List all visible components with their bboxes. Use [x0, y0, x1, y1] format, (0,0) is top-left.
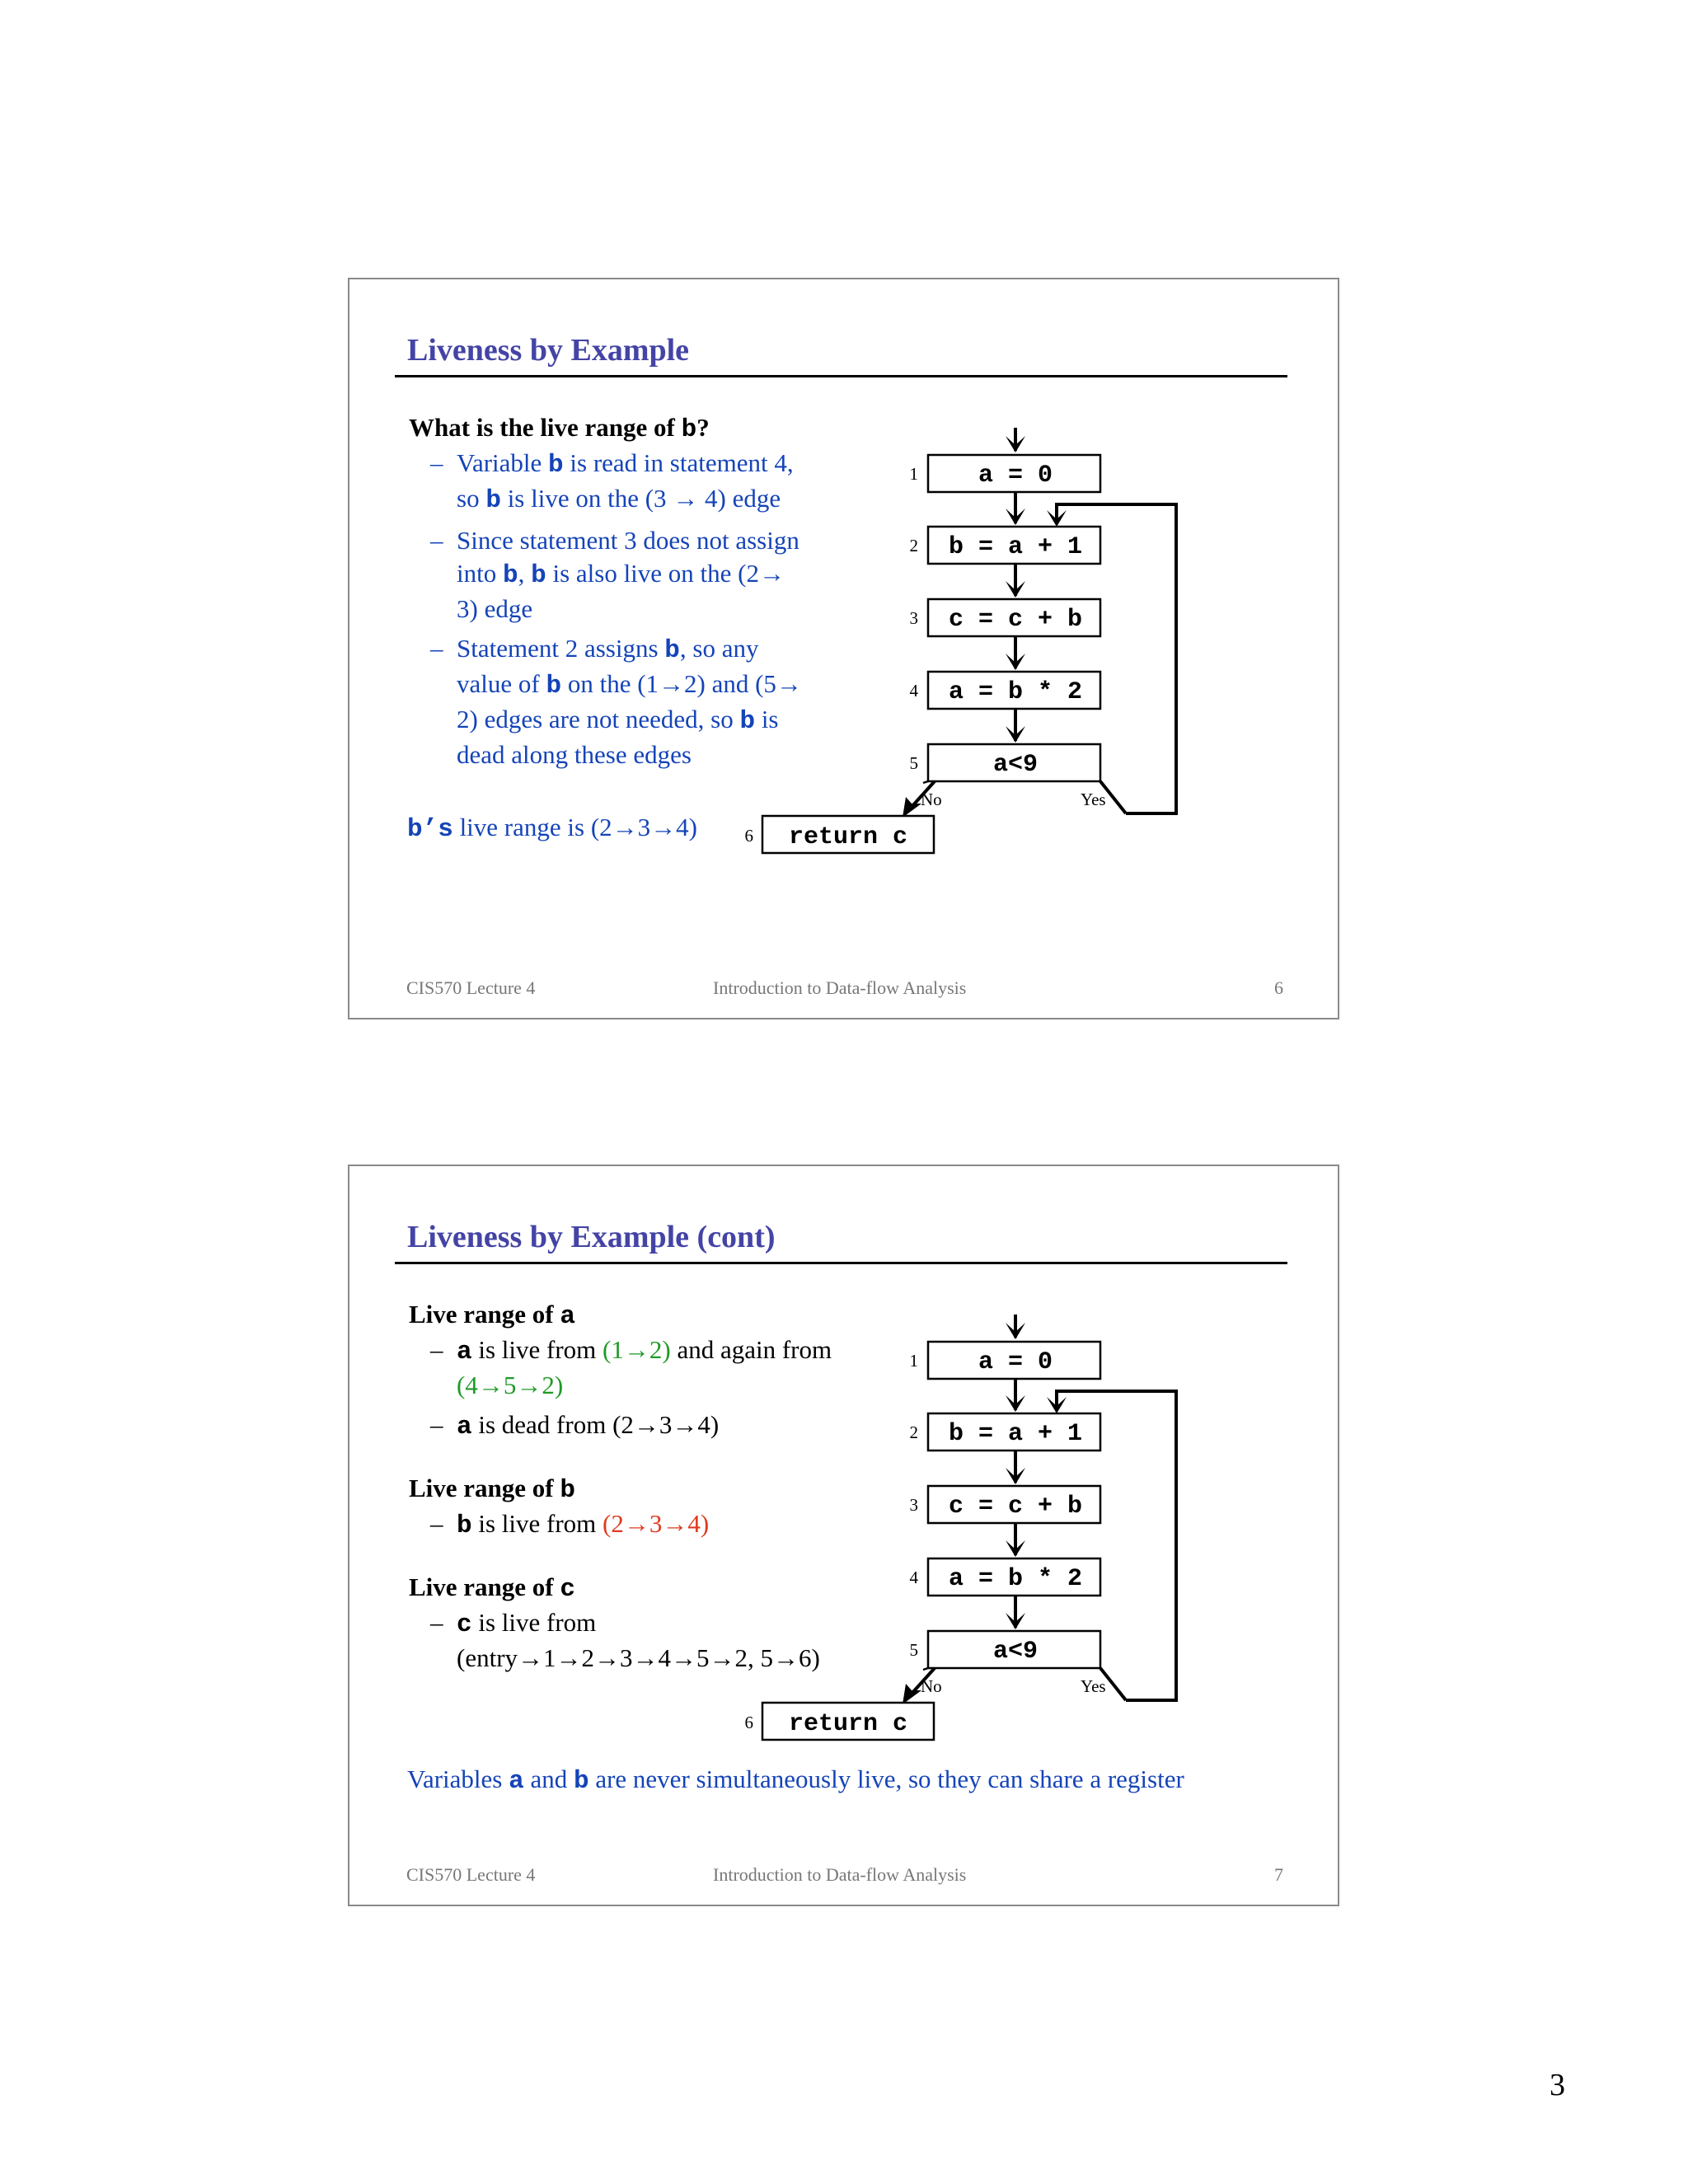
- register-sharing-conclusion: Variables a and b are never simultaneously live, so they can share a register: [407, 1765, 1184, 1796]
- statement-code: a = b * 2: [948, 678, 1083, 706]
- statement-number: 6: [744, 1713, 753, 1732]
- footer-course: CIS570 Lecture 4: [406, 977, 536, 998]
- heading-live-range-a: Live range of a: [409, 1300, 575, 1331]
- control-flow-graph: [349, 1166, 1341, 1908]
- statement-code: return c: [788, 823, 908, 851]
- footer-course: CIS570 Lecture 4: [406, 1864, 536, 1885]
- dash: –: [430, 526, 443, 555]
- bullet-1: – Variable b is read in statement 4, so b is live on the (3 → 4) edge: [430, 448, 794, 515]
- statement-code: b = a + 1: [948, 533, 1083, 561]
- bullet-2: – Since statement 3 does not assign into b, b is also live on the (2→ 3) edge: [430, 526, 799, 623]
- statement-code: a = b * 2: [948, 1565, 1083, 1593]
- page-number: 3: [1550, 2068, 1565, 2102]
- branch-stub: [923, 781, 928, 783]
- statement-number: 6: [744, 826, 753, 846]
- footer-topic: Introduction to Data-flow Analysis: [713, 977, 967, 998]
- footer-topic: Introduction to Data-flow Analysis: [713, 1864, 967, 1885]
- statement-code: c = c + b: [948, 1493, 1083, 1521]
- statement-code: a<9: [992, 1638, 1039, 1666]
- heading-live-range-b: Live range of b: [409, 1474, 575, 1505]
- statement-number: 1: [909, 464, 918, 484]
- footer-slide-number: 6: [1274, 977, 1283, 998]
- statement-number: 5: [909, 753, 918, 773]
- statement-number: 2: [909, 1422, 918, 1442]
- dash: –: [430, 1509, 443, 1538]
- bullet-3: – Statement 2 assigns b, so any value of b on the (1→2) and (5→ 2) edges are not needed, so b is dead along these edges: [430, 634, 802, 769]
- bullet-c-live: – c is live from (entry→1→2→3→4→5→2, 5→6): [430, 1608, 820, 1672]
- slide-6: [348, 278, 1339, 1019]
- slide-title: Liveness by Example (cont): [407, 1220, 776, 1254]
- slide-7: [348, 1165, 1339, 1906]
- dash: –: [430, 1608, 443, 1637]
- bullet-a-live: – a is live from (1→2) and again from (4→5→2): [430, 1335, 832, 1399]
- statement-code: a = 0: [978, 462, 1053, 490]
- slide-title: Liveness by Example: [407, 333, 690, 368]
- statement-number: 4: [909, 681, 918, 701]
- footer-slide-number: 7: [1274, 1864, 1283, 1885]
- dash: –: [430, 1410, 443, 1439]
- statement-code: b = a + 1: [948, 1420, 1083, 1448]
- no-label: No: [921, 1676, 942, 1696]
- statement-number: 1: [909, 1351, 918, 1371]
- yes-label: Yes: [1081, 1676, 1106, 1696]
- branch-stub: [923, 1668, 928, 1670]
- bullet-b-live: – b is live from (2→3→4): [430, 1509, 710, 1540]
- yes-label: Yes: [1081, 790, 1106, 809]
- statement-number: 2: [909, 536, 918, 555]
- statement-code: return c: [788, 1710, 908, 1738]
- live-range-conclusion: b’s live range is (2→3→4): [407, 813, 697, 844]
- dash: –: [430, 1335, 443, 1364]
- dash: –: [430, 634, 443, 663]
- heading-live-range-c: Live range of c: [409, 1572, 575, 1604]
- bullet-a-dead: – a is dead from (2→3→4): [430, 1410, 720, 1441]
- question-heading: What is the live range of b?: [409, 413, 710, 444]
- statement-code: a = 0: [978, 1348, 1053, 1376]
- control-flow-graph: [349, 279, 1341, 1021]
- dash: –: [430, 448, 443, 477]
- statement-code: a<9: [992, 751, 1039, 779]
- statement-number: 3: [909, 1495, 918, 1515]
- statement-number: 3: [909, 608, 918, 628]
- statement-number: 5: [909, 1640, 918, 1660]
- statement-code: c = c + b: [948, 606, 1083, 634]
- statement-number: 4: [909, 1568, 918, 1587]
- no-label: No: [921, 790, 942, 809]
